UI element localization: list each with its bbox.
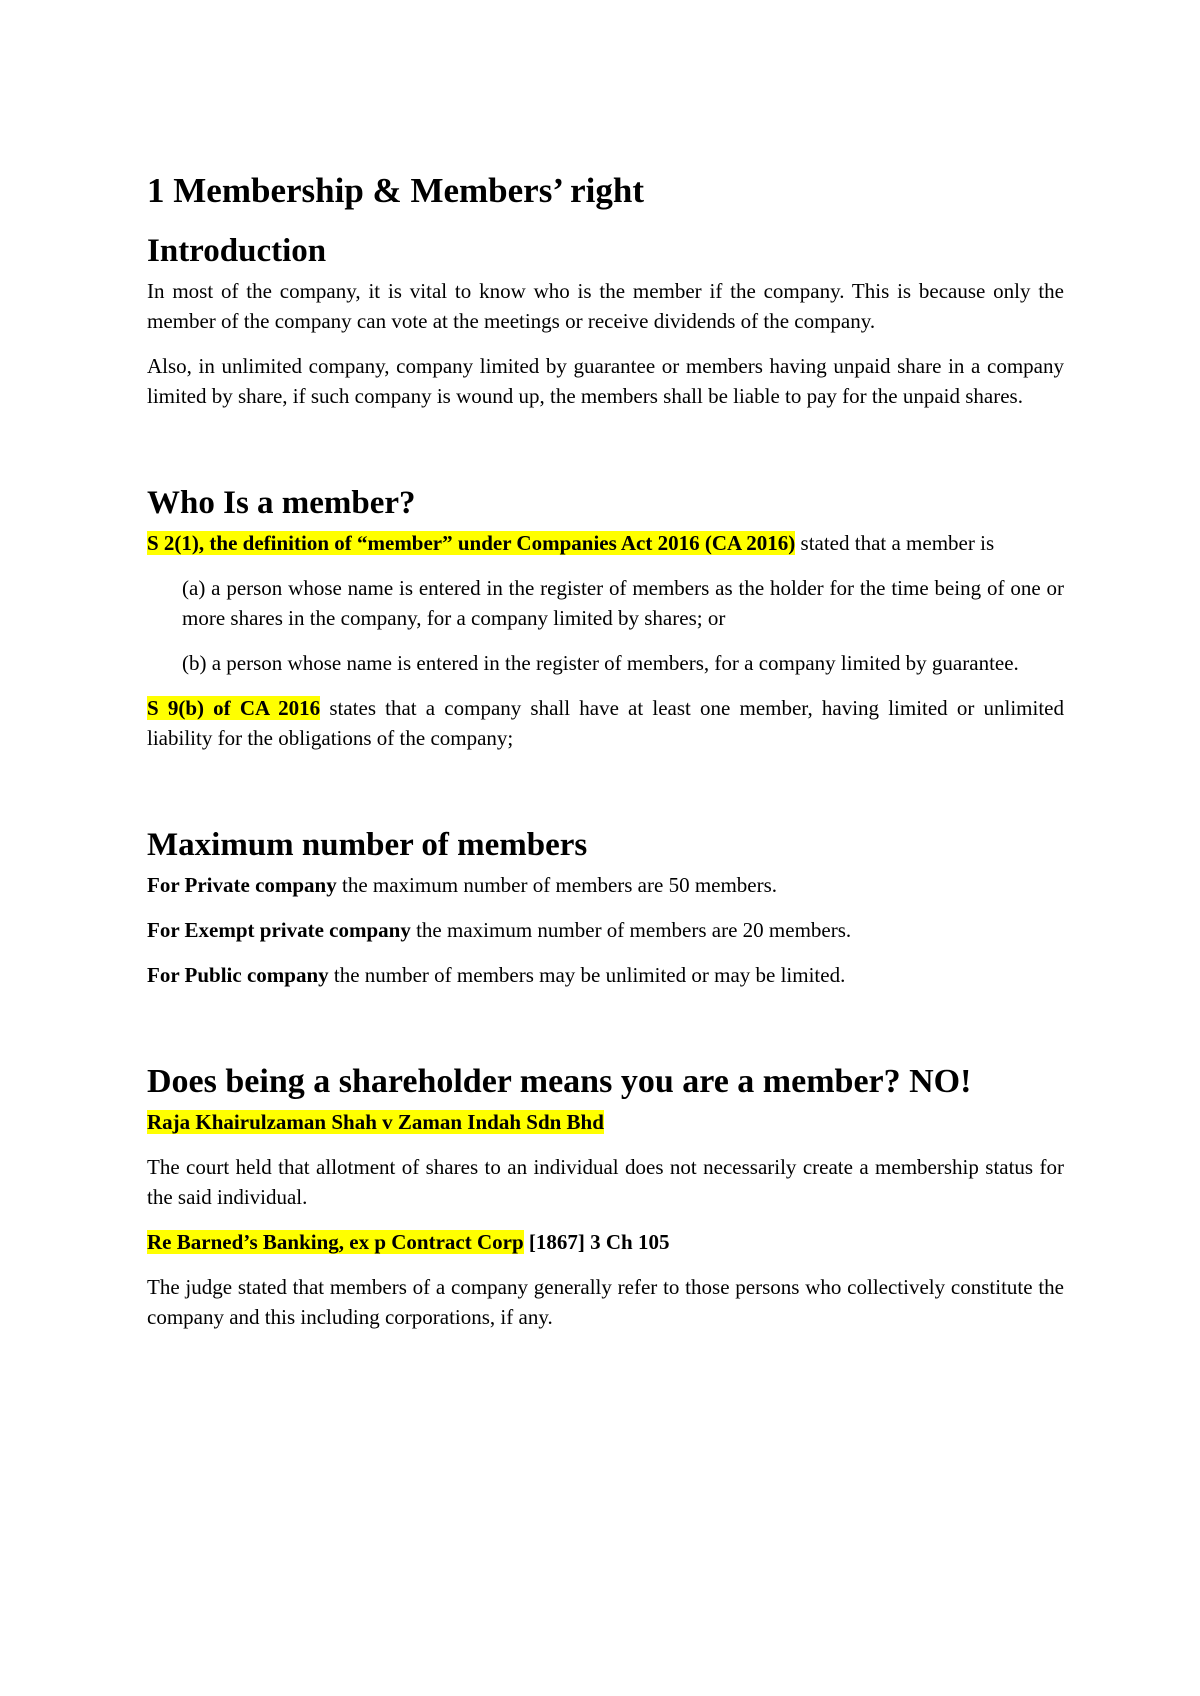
- public-company-paragraph: [147, 960, 1064, 990]
- case-1-name: Raja Khairulzaman Shah v Zaman Indah Sdn Bhd: [147, 1110, 604, 1134]
- document-title: 1 Membership & Members’ right: [147, 171, 645, 210]
- private-company-text: the maximum number of members are 50 members.: [336, 873, 778, 897]
- exempt-private-company-text: the maximum number of members are 20 members.: [410, 918, 852, 942]
- definition-item-a: (a) a person whose name is entered in the register of members as the holder for the time being of one or more shares in the company, for a company limited by shares; or: [182, 576, 1064, 630]
- private-company-paragraph: [147, 870, 1064, 900]
- public-company-text: the number of members may be unlimited or may be limited.: [328, 963, 846, 987]
- case-1-text: The court held that allotment of shares to an individual does not necessarily create a membership status for the said individual.: [147, 1155, 1064, 1209]
- section-9b-text: states that a company shall have at least one member, having limited or unlimited liability for the obligations of the company;: [147, 696, 1064, 750]
- case-2-name: Re Barned’s Banking, ex p Contract Corp: [147, 1230, 524, 1254]
- introduction-paragraph-2: Also, in unlimited company, company limited by guarantee or members having unpaid share in a company limited by share, if such company is wound up, the members shall be liable to pay for the unpaid shares.: [147, 354, 1064, 408]
- exempt-private-company-label: For Exempt private company: [147, 918, 411, 942]
- member-definition-paragraph: [147, 528, 1064, 558]
- private-company-label: For Private company: [147, 873, 337, 897]
- member-definition-text: stated that a member is: [795, 531, 995, 555]
- case-2-citation: [1867] 3 Ch 105: [523, 1230, 670, 1254]
- who-is-member-heading: Who Is a member?: [147, 485, 416, 521]
- maximum-members-heading: Maximum number of members: [147, 827, 588, 863]
- section-9b-paragraph: [147, 693, 1064, 753]
- section-9b-citation: S 9(b) of CA 2016: [147, 696, 321, 720]
- exempt-private-company-paragraph: [147, 915, 1064, 945]
- introduction-paragraph-1: In most of the company, it is vital to know who is the member if the company. This is because only the member of the company can vote at the meetings or receive dividends of the company.: [147, 279, 1064, 333]
- case-2-text: The judge stated that members of a company generally refer to those persons who collectively constitute the company and this including corporations, if any.: [147, 1275, 1064, 1329]
- shareholder-heading: Does being a shareholder means you are a member? NO!: [147, 1063, 972, 1100]
- introduction-heading: Introduction: [147, 233, 327, 269]
- definition-item-b: (b) a person whose name is entered in the register of members, for a company limited by guarantee.: [182, 651, 1019, 675]
- document-page: [147, 170, 1064, 1347]
- section-2-1-citation: S 2(1), the definition of “member” under Companies Act 2016 (CA 2016): [147, 531, 796, 555]
- case-1-title-paragraph: [147, 1107, 1064, 1137]
- public-company-label: For Public company: [147, 963, 329, 987]
- case-2-title-paragraph: [147, 1227, 1064, 1257]
